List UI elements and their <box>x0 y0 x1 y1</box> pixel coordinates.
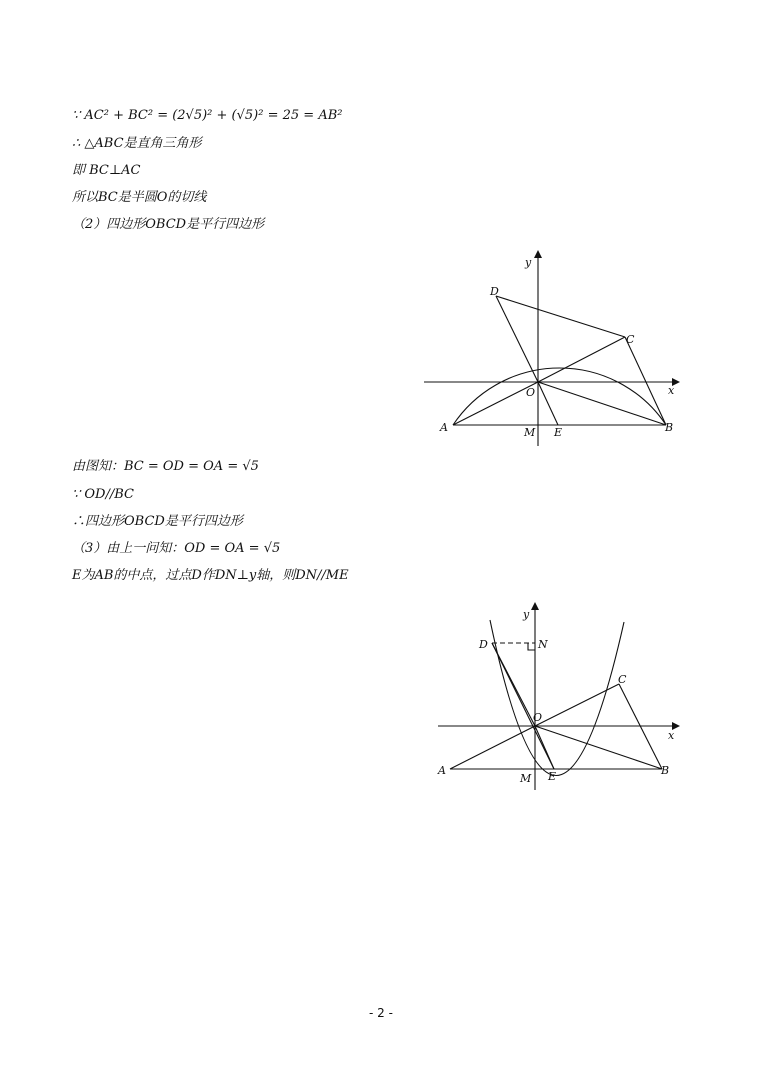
segment-cb <box>625 337 666 425</box>
label-b: B <box>661 764 670 777</box>
page-number: - 2 - <box>369 1006 393 1020</box>
text-line-10: E为AB的中点，过点D作DN⊥y轴，则DN//ME <box>72 568 349 583</box>
y-arrow-icon <box>534 250 542 258</box>
label-d: D <box>490 285 499 298</box>
text-line-7: ∵ OD//BC <box>72 487 134 502</box>
label-x: x <box>668 729 675 742</box>
label-m: M <box>524 426 536 439</box>
segment-oc <box>535 684 619 726</box>
text-line-8: ∴四边形OBCD是平行四边形 <box>72 514 243 529</box>
text-line-1: ∵ AC² + BC² = (2√5)² + (√5)² = 25 = AB² <box>72 108 343 123</box>
semicircle-arc <box>453 368 666 425</box>
label-e: E <box>554 426 563 439</box>
label-c: C <box>626 333 635 346</box>
label-o: O <box>533 711 543 724</box>
figure-semicircle <box>420 250 690 450</box>
segment-oa <box>450 726 535 769</box>
label-m: M <box>520 772 532 785</box>
segment-oe <box>535 726 554 769</box>
label-d: D <box>479 638 488 651</box>
label-y: y <box>523 608 530 621</box>
segment-od <box>496 296 538 382</box>
label-a: A <box>438 764 446 777</box>
label-x: x <box>668 384 675 397</box>
text-line-3: 即 BC⊥AC <box>72 163 141 178</box>
text-line-6: 由图知：BC = OD = OA = √5 <box>72 459 259 474</box>
label-c: C <box>618 673 627 686</box>
segment-oc <box>538 337 625 382</box>
segment-de <box>492 643 554 769</box>
label-e: E <box>548 770 557 783</box>
segment-dc <box>496 296 625 337</box>
text-line-2: ∴ △ABC是直角三角形 <box>72 136 202 151</box>
text-line-5: （2）四边形OBCD是平行四边形 <box>72 217 265 232</box>
label-y: y <box>525 256 532 269</box>
label-a: A <box>440 421 448 434</box>
segment-oe <box>538 382 558 425</box>
right-angle-mark <box>528 643 535 650</box>
y-arrow-icon <box>531 602 539 610</box>
label-o: O <box>526 386 536 399</box>
figure-parabola <box>420 600 690 795</box>
label-n: N <box>538 638 548 651</box>
label-b: B <box>665 421 674 434</box>
text-line-4: 所以BC是半圆O的切线 <box>72 190 207 205</box>
text-line-9: （3）由上一问知：OD = OA = √5 <box>72 541 281 556</box>
segment-ob <box>538 382 666 425</box>
